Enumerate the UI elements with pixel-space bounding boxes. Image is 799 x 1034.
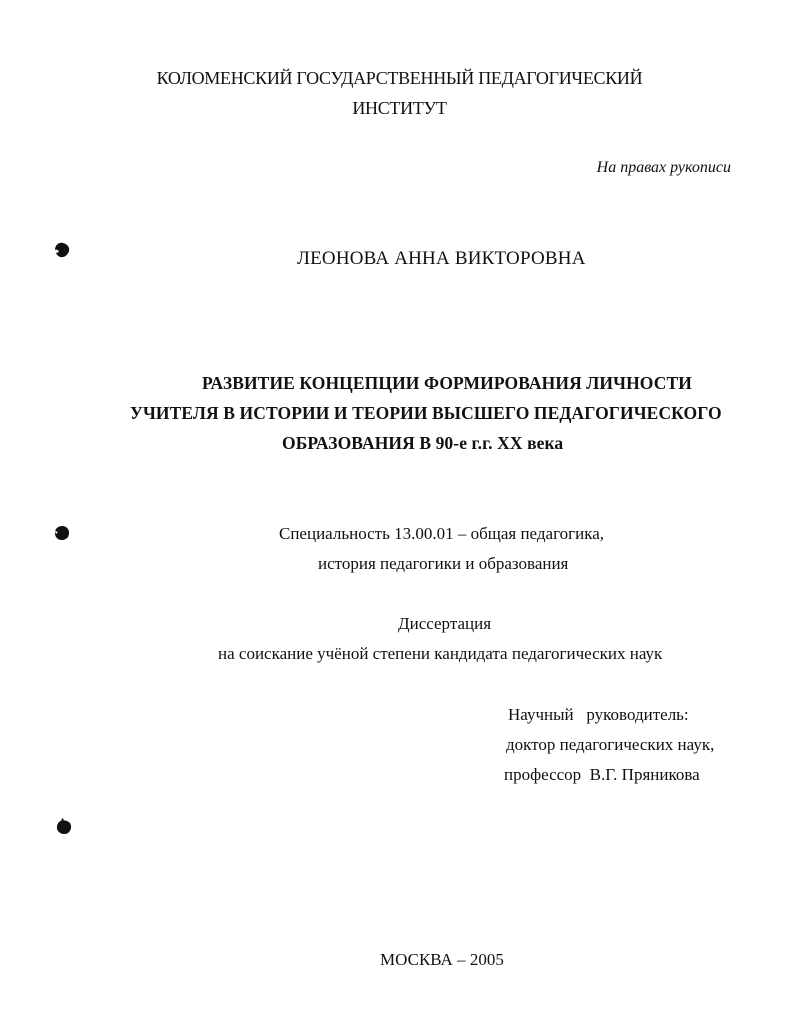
dissertation-title-line1: РАЗВИТИЕ КОНЦЕПЦИИ ФОРМИРОВАНИЯ ЛИЧНОСТИ: [202, 373, 692, 393]
dissertation-title-line3: ОБРАЗОВАНИЯ В 90-е г.г. XX века: [282, 433, 564, 453]
binding-hole-mark-icon: [54, 817, 74, 837]
author-name: ЛЕОНОВА АННА ВИКТОРОВНА: [297, 248, 586, 269]
institute-name-line2: ИНСТИТУТ: [352, 98, 447, 118]
binding-hole-mark-icon: [52, 523, 72, 543]
institute-name-line1: КОЛОМЕНСКИЙ ГОСУДАРСТВЕННЫЙ ПЕДАГОГИЧЕСКИЙ: [156, 68, 643, 88]
dissertation-title-line2: УЧИТЕЛЯ В ИСТОРИИ И ТЕОРИИ ВЫСШЕГО ПЕДАГОГИЧЕСКОГО: [130, 403, 722, 423]
specialty-line2: история педагогики и образования: [318, 554, 569, 573]
document-type: Диссертация: [398, 614, 492, 633]
supervisor-degree: доктор педагогических наук,: [506, 735, 715, 754]
binding-hole-mark-icon: [52, 240, 72, 260]
degree-purpose: на соискание учёной степени кандидата педагогических наук: [218, 644, 663, 663]
city-year: МОСКВА – 2005: [380, 950, 504, 969]
specialty-line1: Специальность 13.00.01 – общая педагогика,: [279, 524, 604, 543]
supervisor-heading: Научный руководитель:: [508, 705, 689, 724]
supervisor-name: профессор В.Г. Пряникова: [504, 765, 700, 784]
manuscript-rights-note: На правах рукописи: [596, 159, 731, 176]
